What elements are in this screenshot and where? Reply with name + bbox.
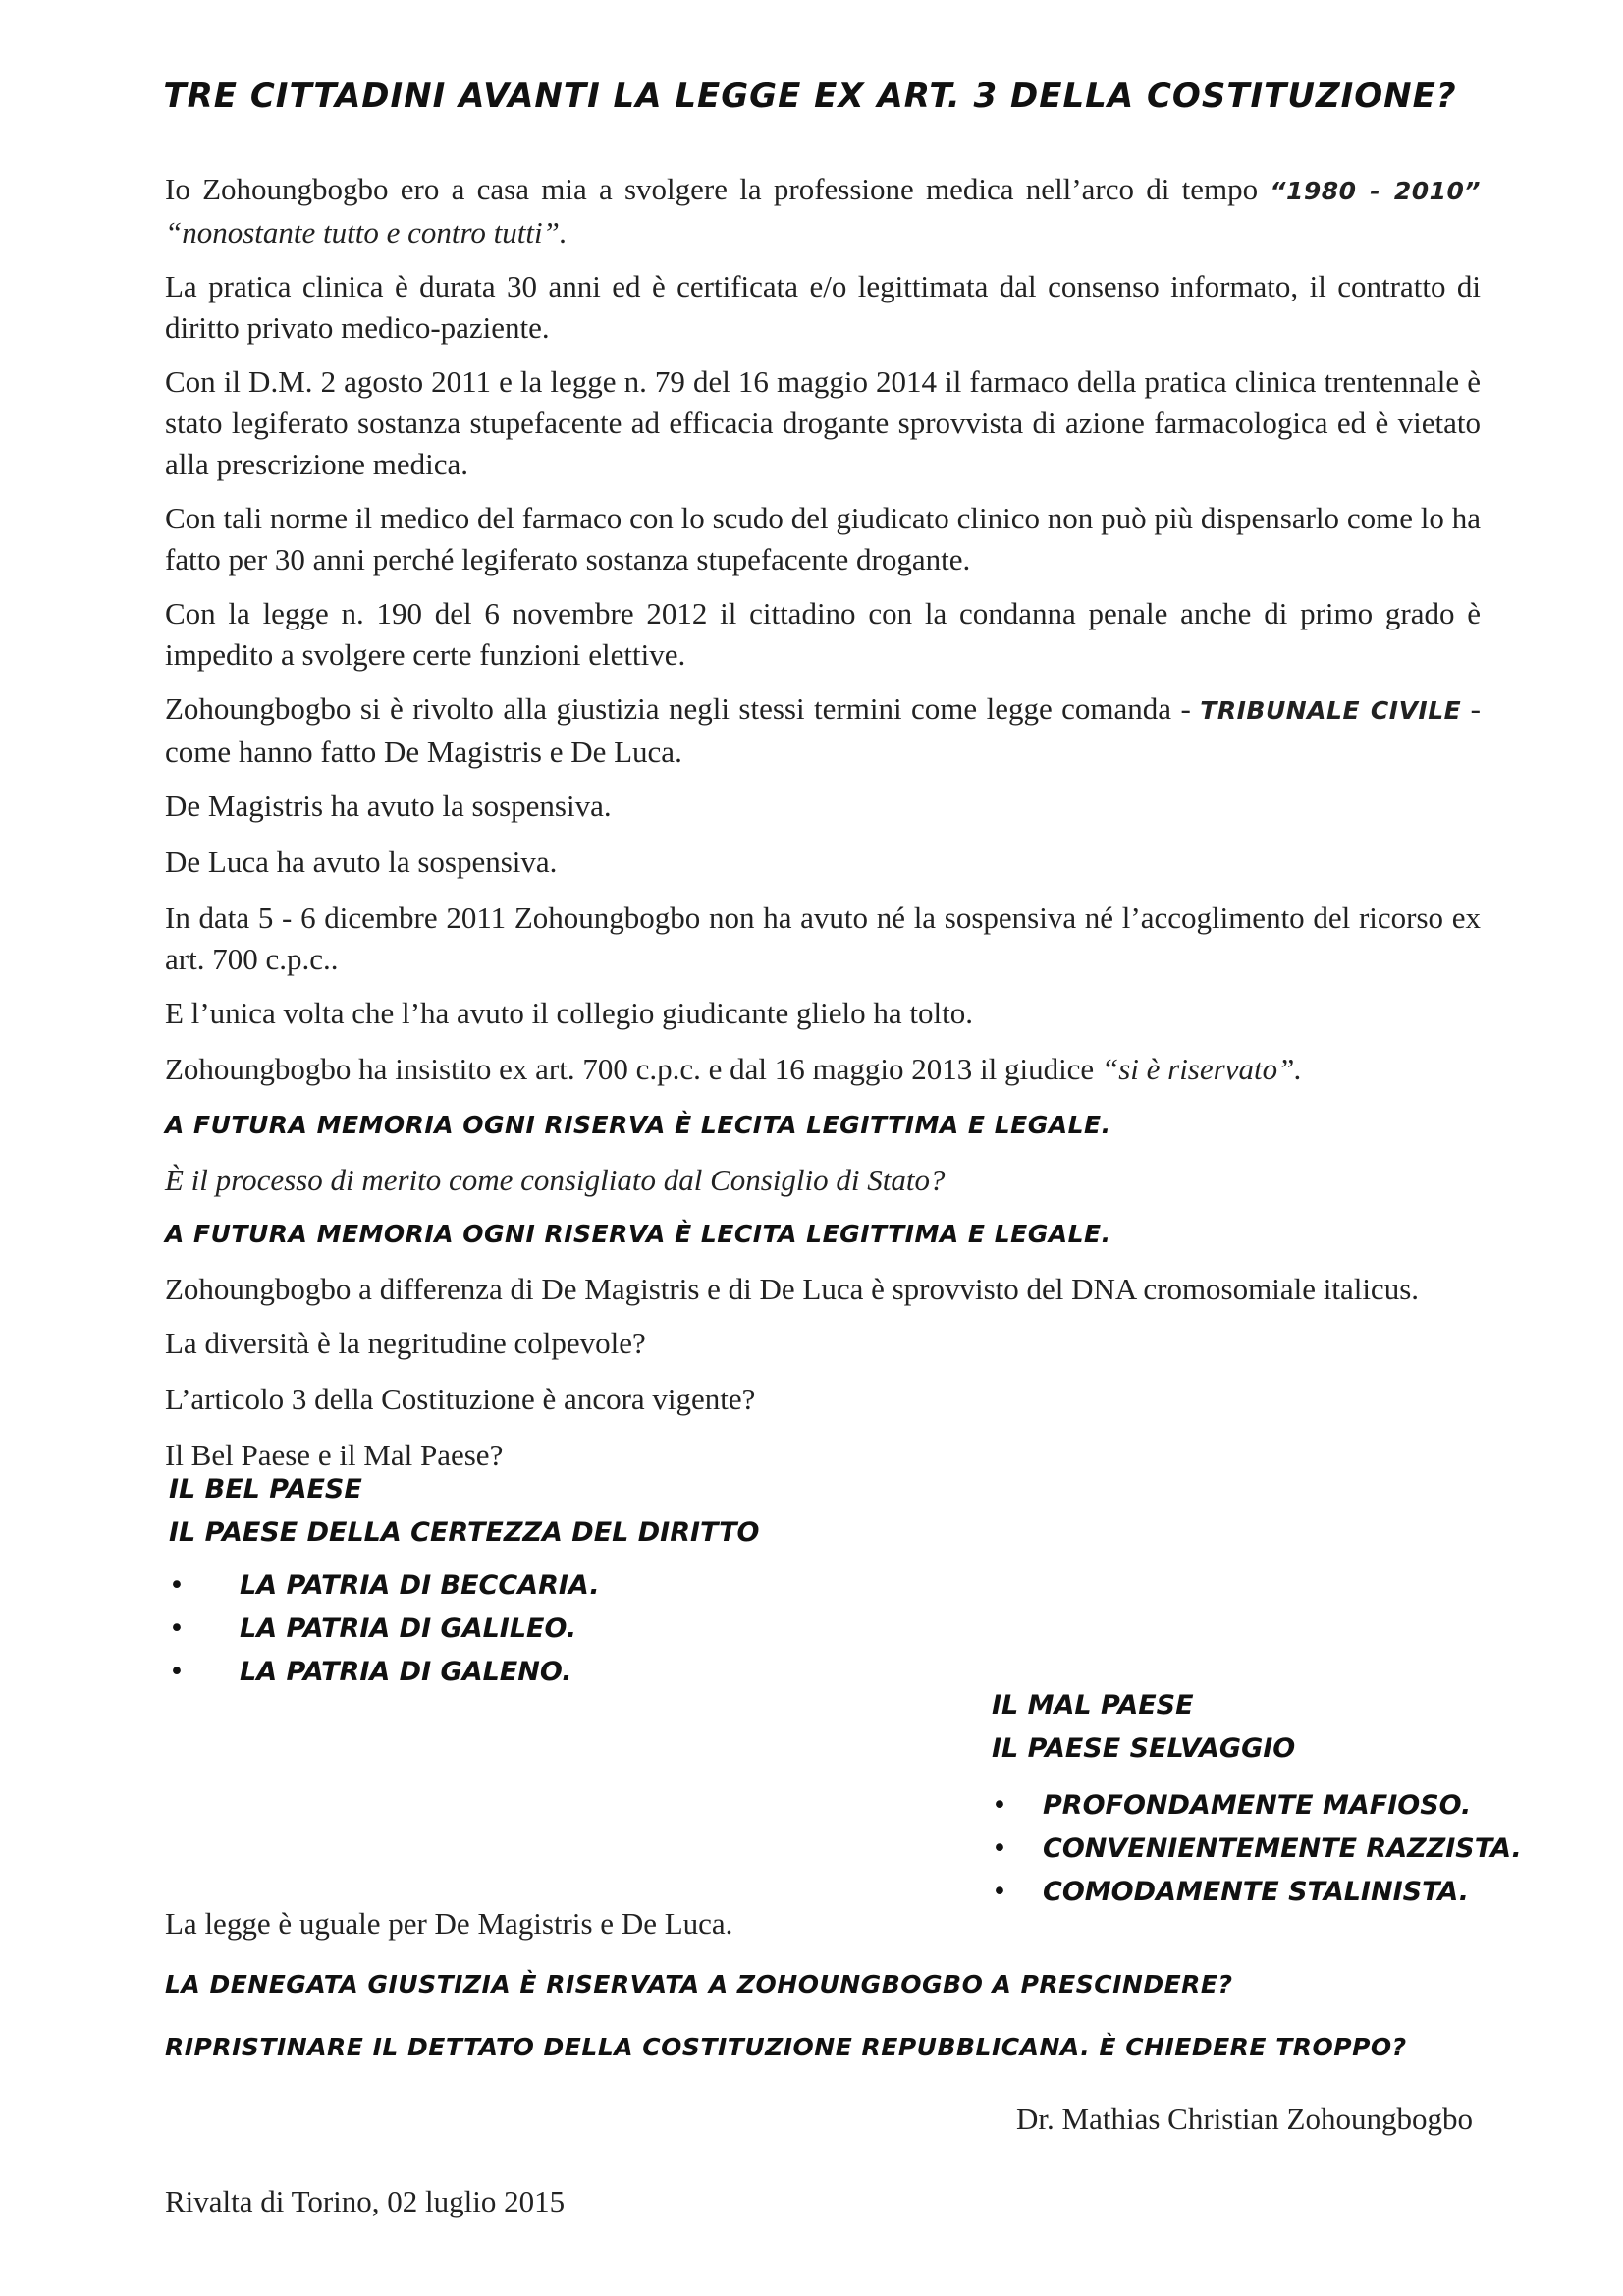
caps-statement-1: A FUTURA MEMORIA OGNI RISERVA È LECITA LEGITTIMA E LEGALE. <box>165 1111 1111 1139</box>
mal-paese-item-text: PROFONDAMENTE MAFIOSO. <box>1043 1790 1472 1821</box>
mal-paese-heading-1: IL MAL PAESE <box>992 1690 1194 1721</box>
closing-line: La legge è uguale per De Magistris e De Luca. <box>165 1906 733 1941</box>
bel-paese-heading-2: IL PAESE DELLA CERTEZZA DEL DIRITTO <box>169 1517 760 1548</box>
paragraph-5-text-a: Zohoungbogbo si è rivolto alla giustizia negli stessi termini come legge comanda - <box>165 691 1201 726</box>
mal-paese-heading-2: IL PAESE SELVAGGIO <box>992 1733 1296 1764</box>
intro-quote: “nonostante tutto e contro tutti”. <box>165 215 568 249</box>
bullet-icon: • <box>992 1790 1007 1821</box>
bel-paese-item-text: LA PATRIA DI BECCARIA. <box>240 1570 600 1601</box>
paragraph-4: Con la legge n. 190 del 6 novembre 2012 il cittadino con la condanna penale anche di primo grado è impedito a svolgere certe funzioni elettive. <box>165 596 1481 672</box>
bel-paese-item-text: LA PATRIA DI GALILEO. <box>240 1613 577 1644</box>
mal-paese-block <box>992 1684 1522 1914</box>
mal-paese-item <box>992 1828 1522 1871</box>
bel-paese-heading-1: IL BEL PAESE <box>169 1474 362 1504</box>
bel-paese-list <box>169 1564 759 1694</box>
paragraph-6: De Magistris ha avuto la sospensiva. <box>165 789 612 823</box>
closing-block <box>165 1903 1481 2090</box>
tribunale-civile-label: TRIBUNALE CIVILE <box>1200 696 1462 725</box>
paragraph-2: Con il D.M. 2 agosto 2011 e la legge n. 79 del 16 maggio 2014 il farmaco della pratica clinica trentennale è stato legiferato sostanza stupefacente ad efficacia drogante sprovvista di azione farmacologica ed è vietato alla prescrizione medica. <box>165 364 1481 481</box>
caps-statement-2: A FUTURA MEMORIA OGNI RISERVA È LECITA LEGITTIMA E LEGALE. <box>165 1220 1111 1248</box>
intro-years: “1980 - 2010” <box>1270 177 1482 205</box>
paragraph-3: Con tali norme il medico del farmaco con lo scudo del giudicato clinico non può più dispensarlo come lo ha fatto per 30 anni perché legiferato sostanza stupefacente drogante. <box>165 501 1481 576</box>
bullet-icon: • <box>169 1613 185 1644</box>
page-title: TRE CITTADINI AVANTI LA LEGGE EX ART. 3 DELLA COSTITUZIONE? <box>163 77 1457 116</box>
bullet-icon: • <box>169 1570 185 1601</box>
paragraph-14: Il Bel Paese e il Mal Paese? <box>165 1438 504 1472</box>
paragraph-10 <box>165 1049 1481 1090</box>
bel-paese-item <box>169 1608 759 1651</box>
paragraph-9: E l’unica volta che l’ha avuto il collegio giudicante glielo ha tolto. <box>165 996 973 1030</box>
closing-caps-1: LA DENEGATA GIUSTIZIA È RISERVATA A ZOHOUNGBOGBO A PRESCINDERE? <box>165 1970 1233 1998</box>
mal-paese-list <box>992 1784 1522 1914</box>
bel-paese-block <box>169 1468 759 1694</box>
bel-paese-item <box>169 1564 759 1608</box>
mal-paese-item-text: CONVENIENTEMENTE RAZZISTA. <box>1043 1833 1522 1864</box>
paragraph-1: La pratica clinica è durata 30 anni ed è certificata e/o legittimata dal consenso informato, il contratto di diritto privato medico-paziente. <box>165 269 1481 345</box>
intro-text: Io Zohoungbogbo ero a casa mia a svolgere la professione medica nell’arco di tempo <box>165 172 1271 206</box>
paragraph-7: De Luca ha avuto la sospensiva. <box>165 845 558 879</box>
signature: Dr. Mathias Christian Zohoungbogbo <box>1016 2102 1473 2136</box>
paragraph-10-text: Zohoungbogbo ha insistito ex art. 700 c.p.c. e dal 16 maggio 2013 il giudice <box>165 1052 1102 1086</box>
mal-paese-item <box>992 1784 1522 1828</box>
document-body <box>165 169 1481 1491</box>
paragraph-intro <box>165 169 1481 253</box>
paragraph-11: Zohoungbogbo a differenza di De Magistris e di De Luca è sprovvisto del DNA cromosomiale italicus. <box>165 1272 1420 1306</box>
paragraph-13: L’articolo 3 della Costituzione è ancora vigente? <box>165 1382 756 1416</box>
paragraph-5 <box>165 688 1481 773</box>
italic-question: È il processo di merito come consigliato dal Consiglio di Stato? <box>165 1163 946 1197</box>
bel-paese-item <box>169 1651 759 1694</box>
bullet-icon: • <box>992 1833 1007 1864</box>
paragraph-10-quote: “si è riservato”. <box>1101 1052 1303 1086</box>
mal-paese-item-text: COMODAMENTE STALINISTA. <box>1043 1877 1470 1907</box>
paragraph-12: La diversità è la negritudine colpevole? <box>165 1326 646 1360</box>
bel-paese-item-text: LA PATRIA DI GALENO. <box>240 1657 572 1687</box>
paragraph-5-text-c: - come hanno fatto De Magistris e De Luca. <box>165 691 1482 769</box>
place-date: Rivalta di Torino, 02 luglio 2015 <box>165 2184 566 2218</box>
paragraph-8: In data 5 - 6 dicembre 2011 Zohoungbogbo non ha avuto né la sospensiva né l’accoglimento del ricorso ex art. 700 c.p.c.. <box>165 901 1481 976</box>
closing-caps-2: RIPRISTINARE IL DETTATO DELLA COSTITUZIONE REPUBBLICANA. È CHIEDERE TROPPO? <box>165 2033 1407 2061</box>
bullet-icon: • <box>992 1877 1007 1907</box>
bullet-icon: • <box>169 1657 185 1687</box>
